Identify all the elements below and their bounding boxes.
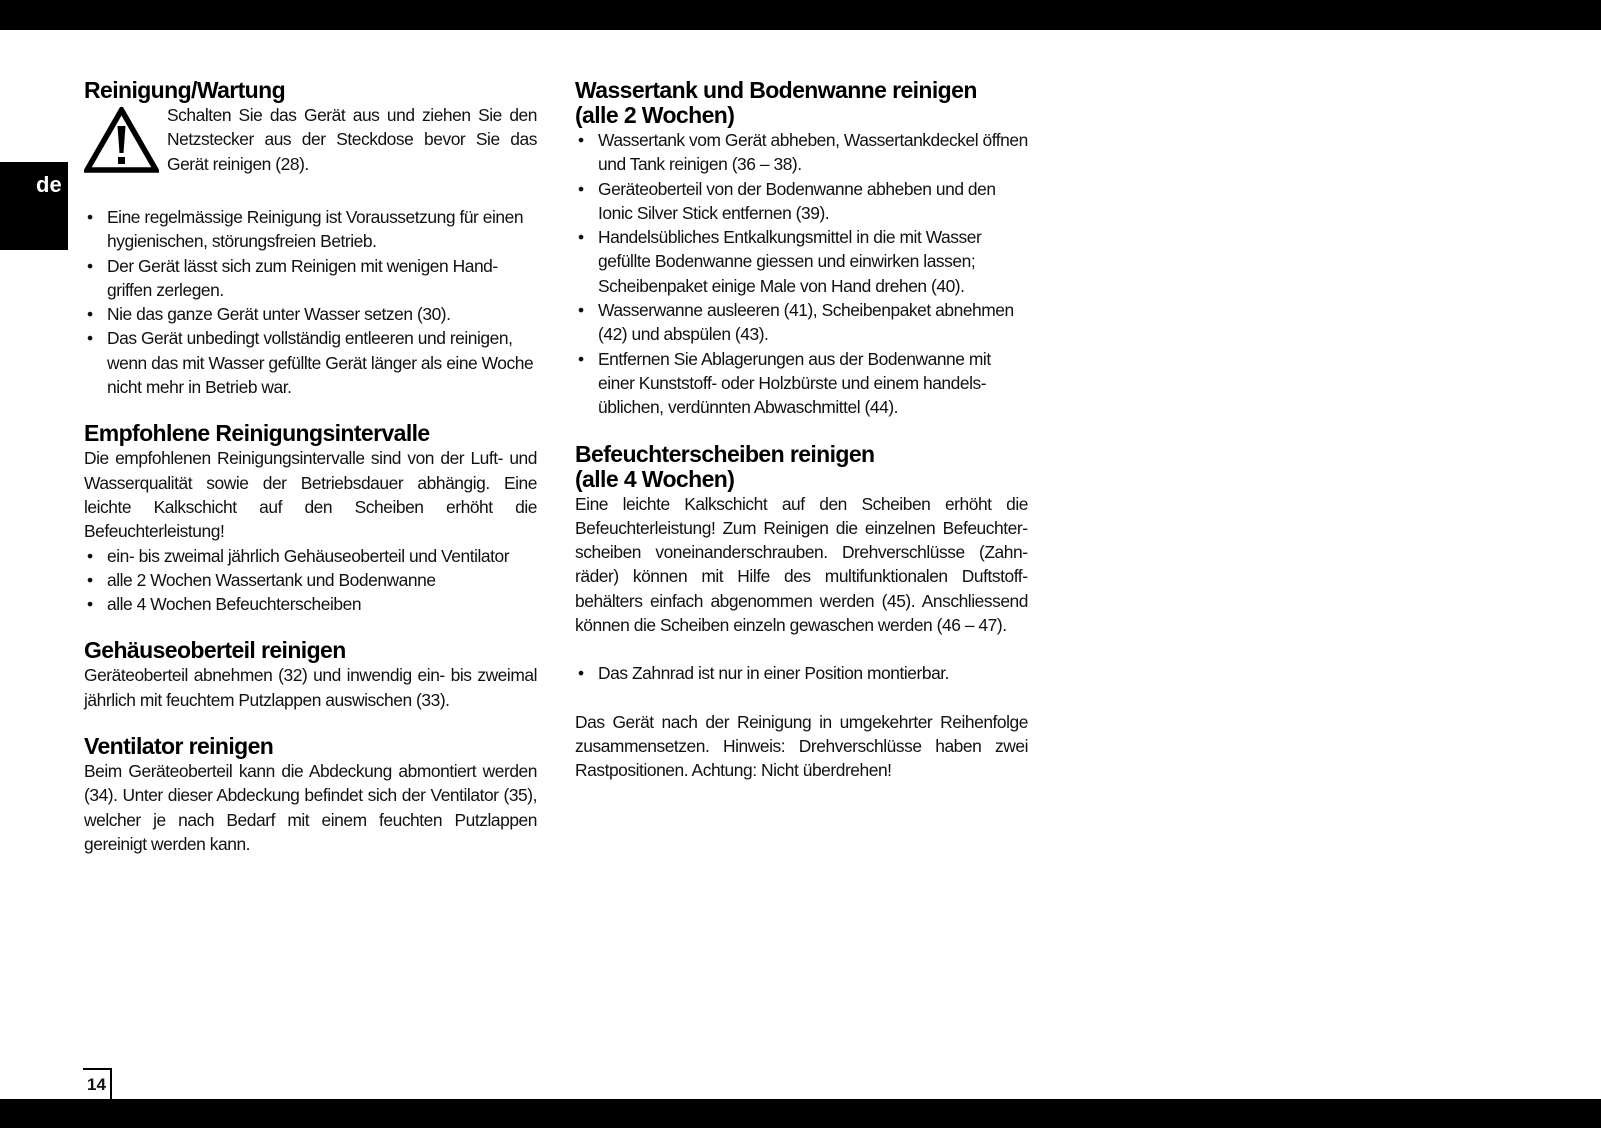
heading-fan-cleaning: Ventilator reinigen — [84, 733, 274, 760]
warning-block — [84, 103, 537, 205]
list-item: • alle 2 Wochen Wassertank und Bodenwanne — [84, 568, 537, 592]
list-item: • Eine regelmässige Reinigung ist Voraussetzung für einen hygienischen, störungsfreien Betrieb. — [84, 205, 537, 254]
language-tab — [0, 162, 68, 250]
intervals-text: Die empfohlenen Reinigungsintervalle sind von der Luft- und Wasserqualität sowie der Betriebsdauer abhängig. Eine leichte Kalkschicht auf den Scheiben erhöht die Befeuchterleistung! — [84, 448, 537, 542]
right-column — [575, 78, 1028, 805]
list-item: • Handelsübliches Entkalkungsmittel in die mit Wasser gefüllte Bodenwanne giessen und einwirken lassen; Scheibenpaket einige Male von Hand drehen (40). — [575, 225, 1028, 298]
warning-triangle-icon — [84, 107, 159, 173]
list-item: • Wasserwanne ausleeren (41), Scheibenpaket abnehmen (42) und abspülen (43). — [575, 298, 1028, 347]
section-humidifier-discs — [575, 442, 1028, 783]
bottom-border-bar — [0, 1099, 1601, 1128]
list-item: • Wassertank vom Gerät abheben, Wassertankdeckel öffnen und Tank reinigen (36 – 38). — [575, 128, 1028, 177]
humidifier-discs-text: Eine leichte Kalkschicht auf den Scheiben erhöht die Befeuchterleistung! Zum Reinigen die einzelnen Befeuchterscheiben voneinanderschrauben. Drehverschlüsse (Zahnräder) können mit Hilfe des multifunktionalen Duftstoffbehälters einfach abgenommen werden (45). Anschliessend können die Scheiben einzeln gewaschen werden (46 – 47). — [575, 493, 1028, 636]
list-item: • Das Zahnrad ist nur in einer Position montierbar. — [575, 661, 1028, 685]
section-cleaning-maintenance — [84, 78, 537, 399]
heading-housing-top: Gehäuseoberteil reinigen — [84, 637, 346, 664]
warning-text: Schalten Sie das Gerät aus und ziehen Sie den Netzstecker aus der Steckdose bevor Sie das Gerät reinigen (28). — [167, 105, 537, 174]
housing-top-text: Geräteoberteil abnehmen (32) und inwendig ein- bis zweimal jährlich mit feuchtem Putzlappen auswischen (33). — [84, 665, 537, 710]
intervals-bullet-list — [84, 544, 537, 617]
left-column — [84, 78, 537, 878]
section-housing-top — [84, 638, 537, 712]
page-number: 14 — [83, 1068, 112, 1099]
reassembly-text: Das Gerät nach der Reinigung in umgekehrter Reihenfolge zusammensetzen. Hinweis: Drehverschlüsse haben zwei Rastpositionen. Achtung: Nicht überdrehen! — [575, 711, 1028, 781]
heading-humidifier-discs-line1: Befeuchterscheiben reinigen — [575, 440, 875, 467]
heading-humidifier-discs — [575, 442, 1028, 492]
heading-water-tank-line2: (alle 2 Wochen) — [575, 102, 735, 128]
section-recommended-intervals — [84, 421, 537, 616]
heading-cleaning-maintenance: Reinigung/Wartung — [84, 77, 286, 103]
list-item: • Geräteoberteil von der Bodenwanne abheben und den Ionic Silver Stick entfernen (39). — [575, 177, 1028, 226]
heading-humidifier-discs-line2: (alle 4 Wochen) — [575, 465, 735, 492]
language-tab-label: de — [36, 172, 62, 197]
gear-note-list — [575, 661, 1028, 685]
fan-cleaning-text: Beim Geräteoberteil kann die Abdeckung abmontiert werden (34). Unter dieser Abdeckung befindet sich der Ventilator (35), welcher je nach Bedarf mit einem feuchten Putzlappen gereinigt werden kann. — [84, 761, 537, 854]
list-item: • ein- bis zweimal jährlich Gehäuseoberteil und Ventilator — [84, 544, 537, 568]
list-item: • alle 4 Wochen Befeuchterscheiben — [84, 592, 537, 616]
heading-water-tank-line1: Wassertank und Bodenwanne reinigen — [575, 77, 977, 103]
list-item: • Das Gerät unbedingt vollständig entleeren und reinigen, wenn das mit Wasser gefüllte Gerät länger als eine Woche nicht mehr in Betrieb war. — [84, 326, 537, 399]
list-item: • Nie das ganze Gerät unter Wasser setzen (30). — [84, 302, 537, 326]
water-tank-bullet-list — [575, 128, 1028, 420]
section-fan-cleaning — [84, 734, 537, 856]
top-border-bar — [0, 0, 1601, 30]
cleaning-bullet-list — [84, 205, 537, 399]
heading-recommended-intervals: Empfohlene Reinigungsintervalle — [84, 420, 430, 447]
section-water-tank — [575, 78, 1028, 420]
list-item: • Entfernen Sie Ablagerungen aus der Bodenwanne mit einer Kunststoff- oder Holzbürste und einem handelsüblichen, verdünnten Abwaschmittel (44). — [575, 347, 1028, 420]
heading-water-tank — [575, 78, 1028, 128]
list-item: • Der Gerät lässt sich zum Reinigen mit wenigen Handgriffen zerlegen. — [84, 254, 537, 303]
